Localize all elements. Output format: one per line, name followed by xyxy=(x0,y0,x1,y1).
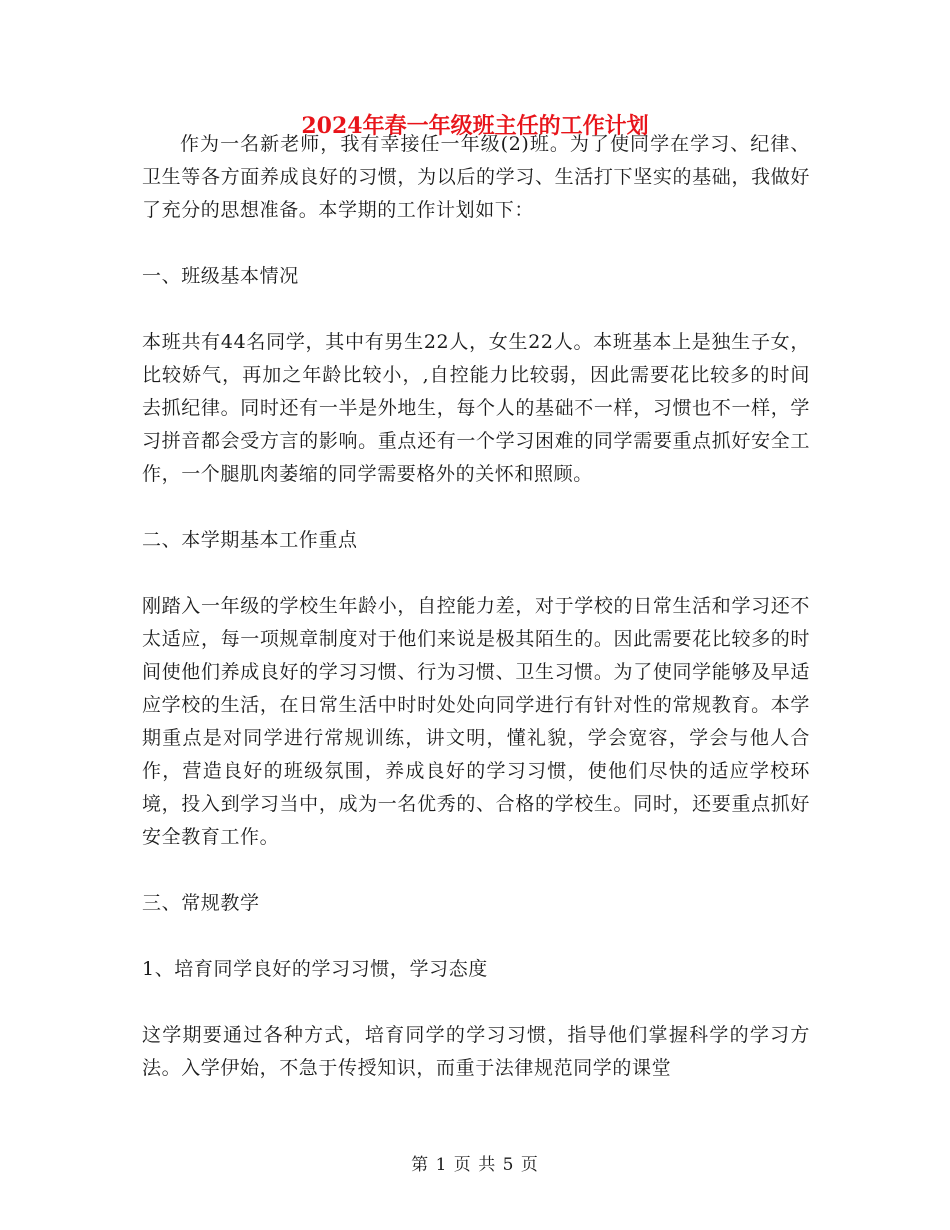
study-habits-paragraph: 这学期要通过各种方式，培育同学的学习习惯，指导他们掌握科学的学习方法。入学伊始，不急于传授知识，而重于法律规范同学的课堂 xyxy=(142,1024,810,1079)
section-heading-work-focus: 二、本学期基本工作重点 xyxy=(142,529,358,551)
intro-paragraph: 作为一名新老师，我有幸接任一年级(2)班。为了使同学在学习、纪律、卫生等各方面养成良好的习惯，为以后的学习、生活打下坚实的基础，我做好了充分的思想准备。本学期的工作计划如下： xyxy=(142,133,810,221)
document-title: 2024年春一年级班主任的工作计划 xyxy=(301,113,649,139)
section-heading-routine-teaching: 三、常规教学 xyxy=(142,892,260,914)
section-heading-class-info: 一、班级基本情况 xyxy=(142,265,299,287)
work-focus-paragraph: 刚踏入一年级的学校生年龄小，自控能力差，对于学校的日常生活和学习还不太适应，每一项规章制度对于他们来说是极其陌生的。因此需要花比较多的时间使他们养成良好的学习习惯、行为习惯、卫生习惯。为了使同学能够及早适应学校的生活，在日常生活中时时处处向同学进行有针对性的常规教育。本学期重点是对同学进行常规训练，讲文明，懂礼貌，学会宽容，学会与他人合作，营造良好的班级氛围，养成良好的学习习惯，使他们尽快的适应学校环境，投入到学习当中，成为一名优秀的、合格的学校生。同时，还要重点抓好安全教育工作。 xyxy=(142,595,810,848)
page-number-footer: 第 1 页 共 5 页 xyxy=(411,1155,539,1175)
subheading-study-habits: 1、培育同学良好的学习习惯，学习态度 xyxy=(142,958,488,980)
class-info-paragraph: 本班共有44名同学，其中有男生22人，女生22人。本班基本上是独生子女，比较娇气，再加之年龄比较小，,自控能力比较弱，因此需要花比较多的时间去抓纪律。同时还有一半是外地生，每个人的基础不一样，习惯也不一样，学习拼音都会受方言的影响。重点还有一个学习困难的同学需要重点抓好安全工作，一个腿肌肉萎缩的同学需要格外的关怀和照顾。 xyxy=(142,331,810,485)
document-body xyxy=(142,128,810,1118)
